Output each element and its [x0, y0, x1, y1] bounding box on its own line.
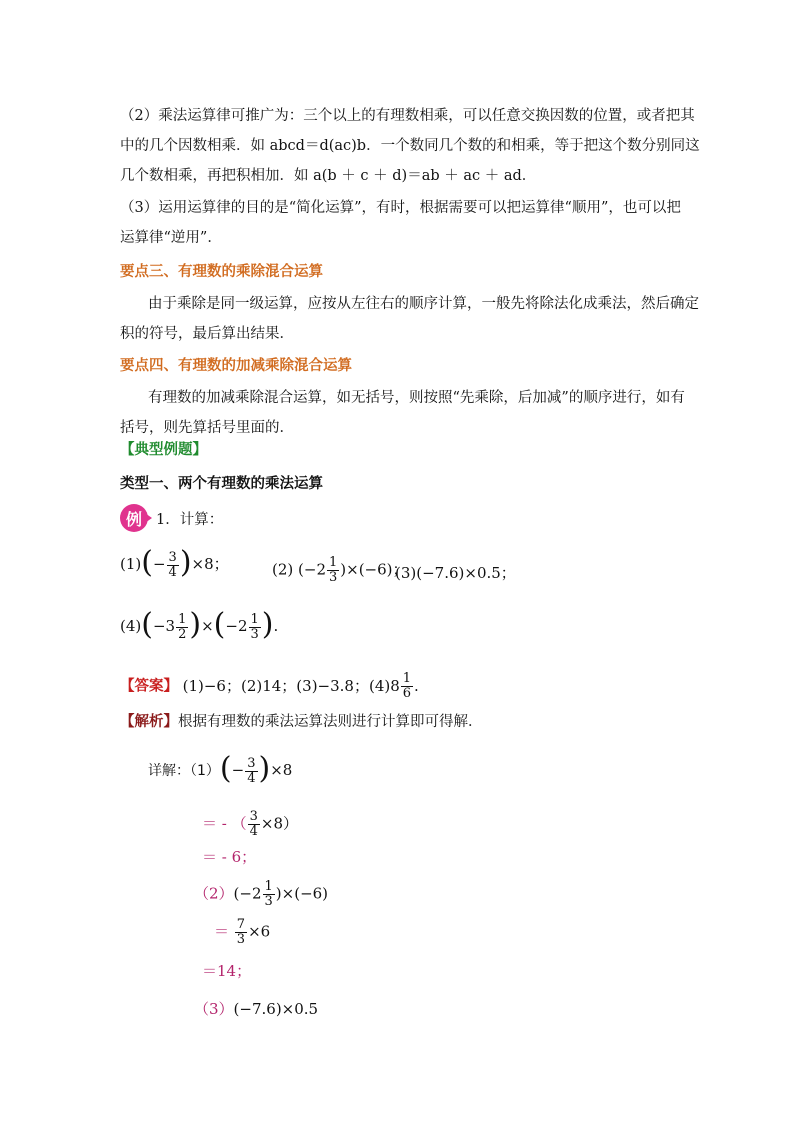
section-3-heading: 要点三、有理数的乘除混合运算: [120, 264, 323, 280]
type-1-heading: 类型一、两个有理数的乘法运算: [120, 476, 323, 492]
example-prompt: 1．计算：: [156, 512, 224, 528]
problem-2: (2) (−2 $\frac{1}{3}$ )×(−6)；: [272, 555, 408, 585]
section-4-line-2: 括号，则先算括号里面的．: [120, 420, 294, 436]
analysis-text: 根据有理数的乘法运算法则进行计算即可得解．: [178, 714, 483, 730]
paragraph-2-line-2: 中的几个因数相乘．如 abcd＝d(ac)b．一个数同几个数的和相乘，等于把这个数分别同这: [120, 138, 700, 154]
paragraph-2-line-3: 几个数相乘，再把积相加．如 a(b ＋ c ＋ d)＝ab ＋ ac ＋ ad．: [120, 168, 537, 184]
detail-step-2: ＝ - （ $\frac{3}{4}$ ×8）: [202, 809, 299, 839]
section-4-line-1: 有理数的加减乘除混合运算，如无括号，则按照“先乘除，后加减”的顺序进行，如有: [148, 390, 685, 406]
paragraph-2-line-1: （2）乘法运算律可推广为：三个以上的有理数相乘，可以任意交换因数的位置，或者把其: [120, 108, 695, 124]
detail-step-4: （2）(−2 $\frac{1}{3}$ )×(−6): [194, 879, 329, 909]
answer-text: (1)−6；(2)14；(3)−3.8；(4)8 $\frac{1}{6}$ .: [182, 671, 419, 701]
detail-step-7: （3）(−7.6)×0.5: [194, 1000, 319, 1018]
answer-label: 【答案】: [120, 678, 178, 695]
section-3-line-2: 积的符号，最后算出结果．: [120, 326, 294, 342]
analysis-line: [120, 712, 483, 732]
problem-1: (1)(− $\frac{3}{4}$ )×8；: [120, 545, 229, 580]
answer-line: [120, 672, 419, 701]
detail-step-3: ＝ - 6；: [202, 848, 257, 866]
detail-step-1: 详解：（1）(− $\frac{3}{4}$ )×8: [148, 751, 293, 786]
paragraph-3-line-1: （3）运用运算律的目的是“简化运算”，有时，根据需要可以把运算律“顺用”，也可以把: [120, 200, 681, 216]
detail-step-6: ＝14；: [202, 962, 252, 980]
problem-3: (3)(−7.6)×0.5；: [395, 564, 516, 582]
paragraph-3-line-2: 运算律“逆用”．: [120, 230, 222, 246]
detail-step-5: ＝ $\frac{7}{3}$ ×6: [214, 917, 271, 947]
problem-4: (4)(−3 $\frac{1}{2}$ )×(−2 $\frac{1}{3}$ ).: [120, 607, 279, 642]
analysis-label: 【解析】: [120, 714, 178, 730]
section-4-heading: 要点四、有理数的加减乘除混合运算: [120, 358, 352, 374]
example-badge: 例: [120, 504, 148, 532]
section-3-line-1: 由于乘除是同一级运算，应按从左往右的顺序计算，一般先将除法化成乘法，然后确定: [148, 296, 699, 312]
typical-examples-heading: 【典型例题】: [120, 442, 207, 458]
